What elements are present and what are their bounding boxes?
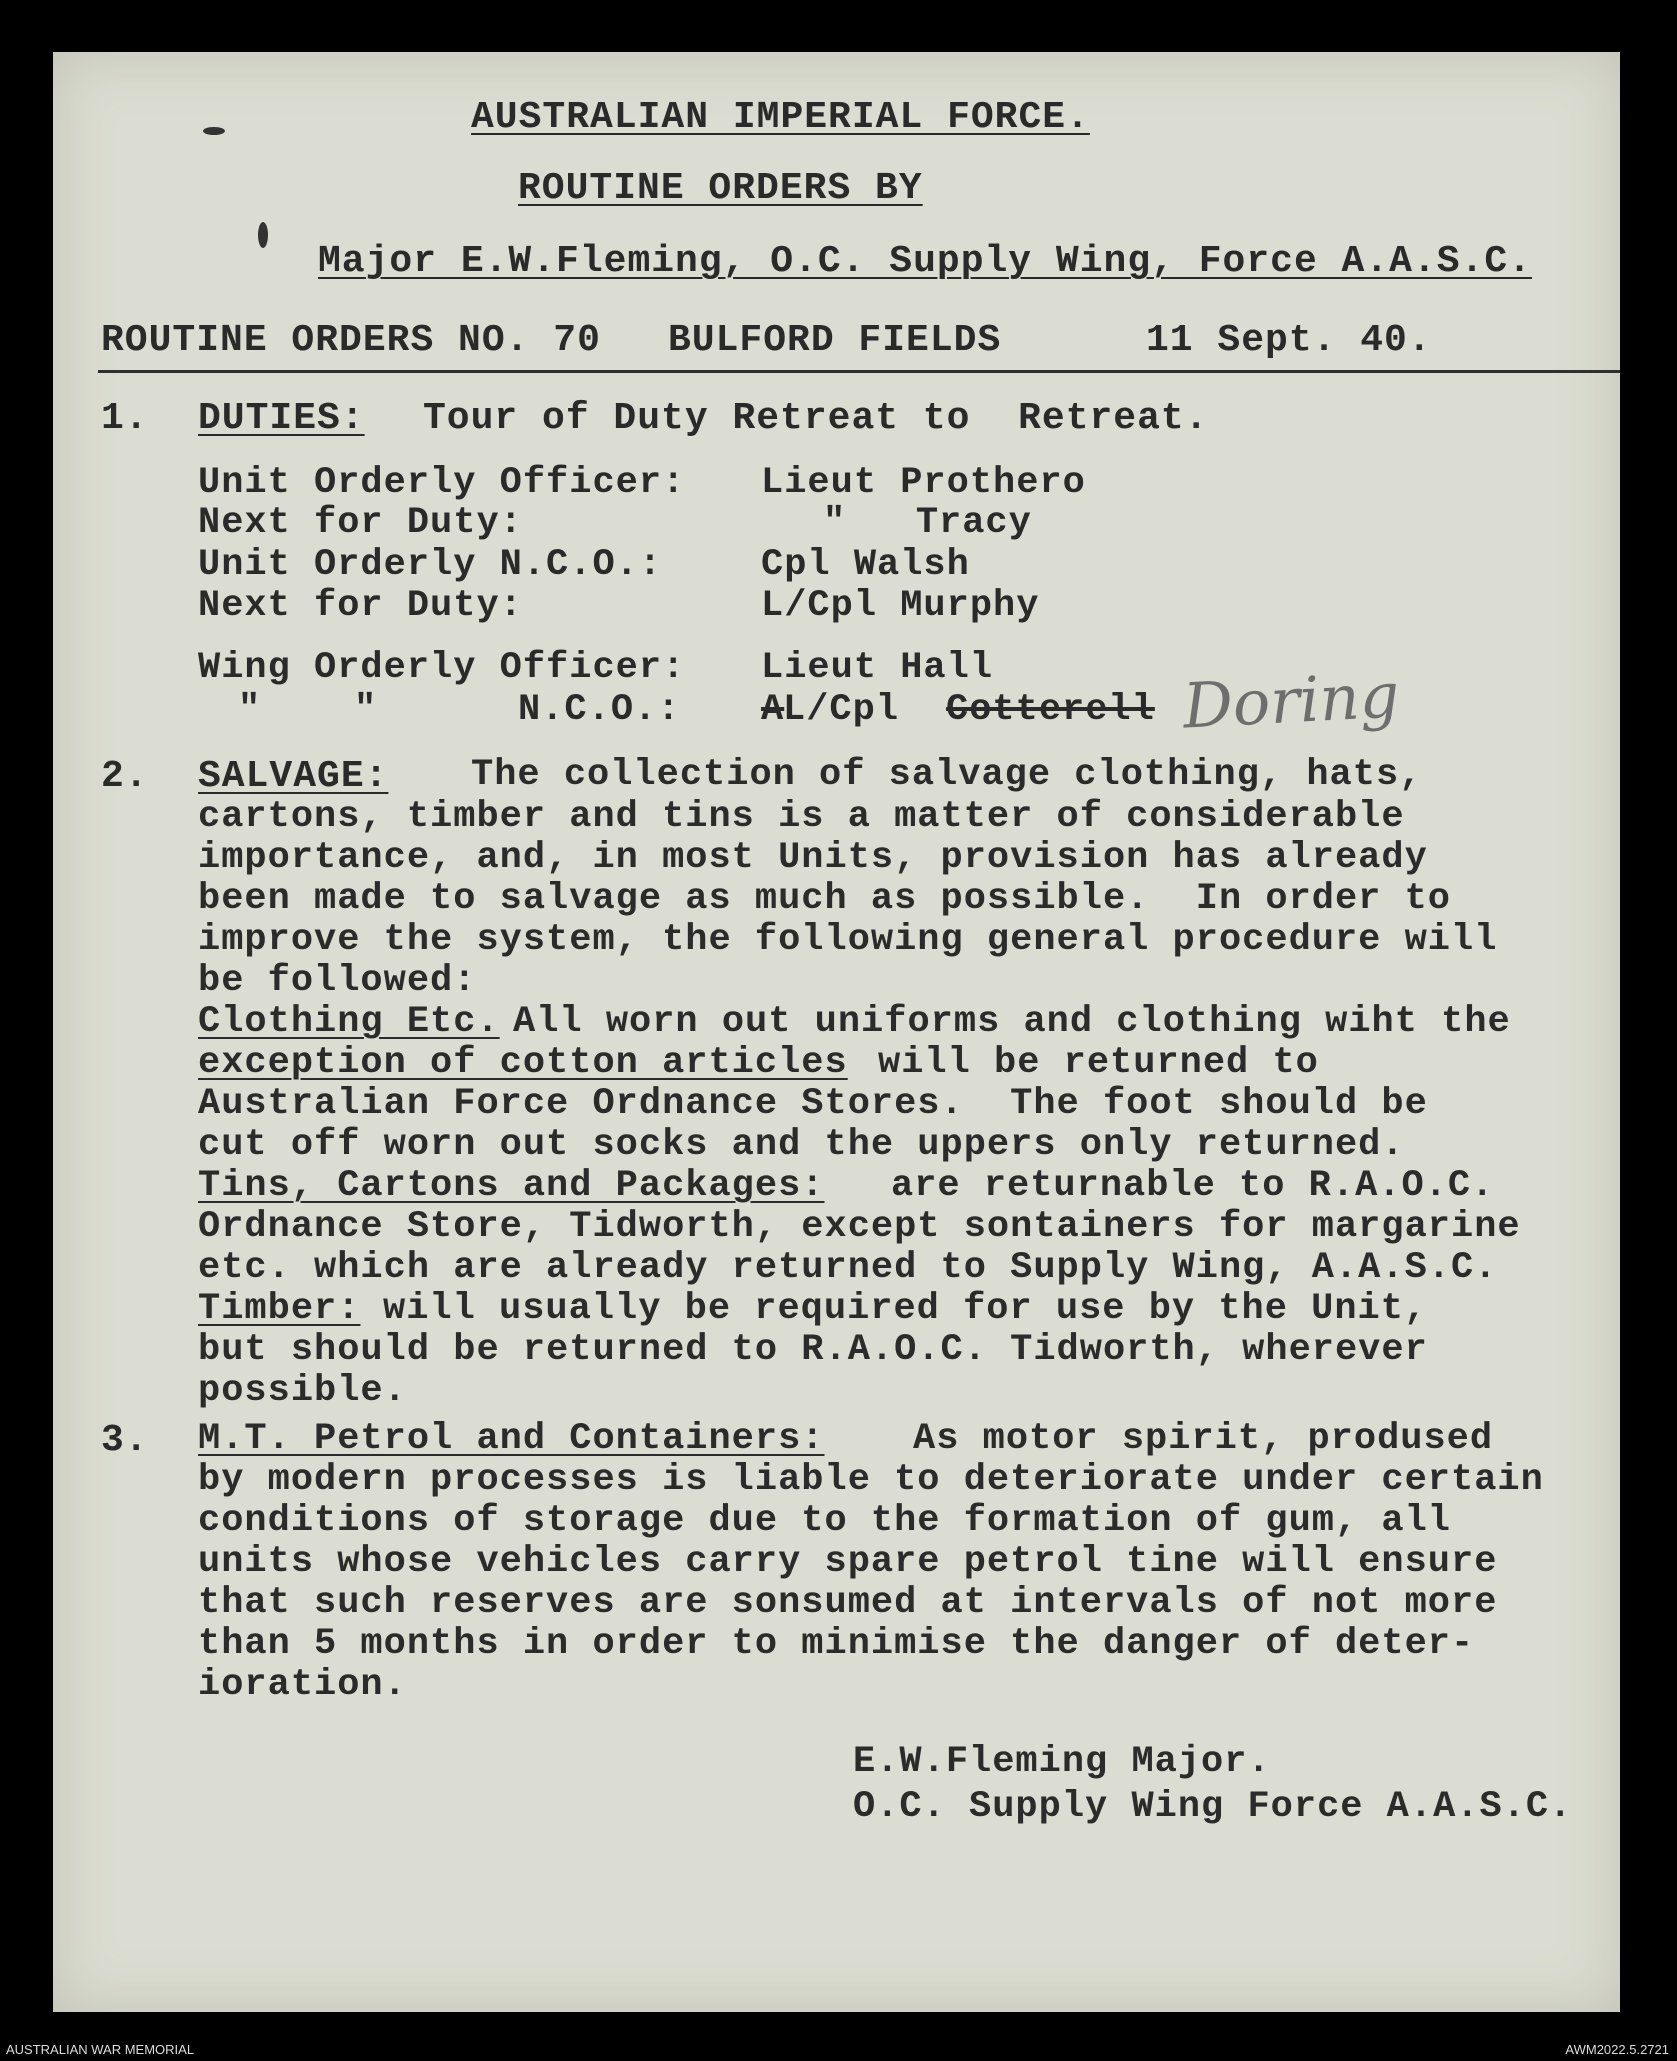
duty-role: Unit Orderly N.C.O.: [198, 544, 663, 586]
orders-location: BULFORD FIELDS [668, 319, 1002, 362]
header-rule [98, 370, 1620, 373]
signature-name: E.W.Fleming Major. [853, 1741, 1271, 1783]
salvage-line: be followed: [198, 960, 477, 1002]
timber-line: possible. [198, 1370, 407, 1412]
salvage-line: The collection of salvage clothing, hats, [471, 754, 1423, 796]
tins-line: Ordnance Store, Tidworth, except sontainers for margarine [198, 1206, 1521, 1248]
ink-stain [203, 127, 225, 135]
footer-left: AUSTRALIAN WAR MEMORIAL [6, 2042, 195, 2057]
section3-heading: M.T. Petrol and Containers: [198, 1418, 825, 1460]
duty-name: Cpl Walsh [761, 544, 970, 586]
salvage-line: cartons, timber and tins is a matter of considerable [198, 796, 1405, 838]
footer-right: AWM2022.5.2721 [1565, 2042, 1669, 2057]
duty-name: L/Cpl Murphy [761, 585, 1040, 627]
section2-number: 2. [101, 755, 149, 798]
orders-number: ROUTINE ORDERS NO. 70 [101, 319, 601, 362]
doc-authority: Major E.W.Fleming, O.C. Supply Wing, Force A.A.S.C. [318, 240, 1532, 283]
duty-name: " Tracy [823, 502, 1032, 544]
duty-role: Next for Duty: [198, 502, 523, 544]
signature-title: O.C. Supply Wing Force A.A.S.C. [853, 1786, 1573, 1828]
duty-role: Next for Duty: [198, 585, 523, 627]
duty-name: Lieut Hall [761, 647, 994, 689]
tins-line: etc. which are already returned to Supply Wing, A.A.S.C. [198, 1247, 1498, 1289]
clothing-line: will be returned to [878, 1042, 1319, 1084]
struck-prefix: A [761, 689, 785, 731]
doc-title: AUSTRALIAN IMPERIAL FORCE. [471, 96, 1090, 139]
duty-name: Lieut Prothero [761, 462, 1086, 504]
timber-line: but should be returned to R.A.O.C. Tidworth, wherever [198, 1329, 1428, 1371]
section2-heading: SALVAGE: [198, 755, 389, 798]
timber-line: will usually be required for use by the Unit, [383, 1288, 1428, 1330]
doc-subtitle: ROUTINE ORDERS BY [518, 167, 923, 210]
orders-date: 11 Sept. 40. [1146, 319, 1432, 362]
petrol-line: ioration. [198, 1664, 407, 1706]
salvage-line: been made to salvage as much as possible. In order to [198, 878, 1451, 920]
document-page [53, 52, 1620, 2012]
clothing-line: exception of cotton articles [198, 1042, 848, 1084]
ink-stain [258, 222, 268, 248]
section1-heading: DUTIES: [198, 397, 365, 440]
nco-role: N.C.O.: [518, 689, 681, 731]
salvage-line: importance, and, in most Units, provision has already [198, 837, 1428, 879]
clothing-line: All worn out uniforms and clothing wiht the [513, 1001, 1511, 1043]
clothing-heading: Clothing Etc. [198, 1001, 500, 1043]
handwritten-name: Doring [1181, 658, 1401, 743]
section1-number: 1. [101, 397, 149, 440]
duty-role: Unit Orderly Officer: [198, 462, 686, 504]
nco-rank: L/Cpl [783, 689, 900, 731]
timber-heading: Timber: [198, 1288, 361, 1330]
petrol-line: than 5 months in order to minimise the danger of deter- [198, 1623, 1475, 1665]
petrol-line: by modern processes is liable to deteriorate under certain [198, 1459, 1544, 1501]
section3-number: 3. [101, 1419, 149, 1462]
ditto-marks: " " [238, 689, 378, 731]
struck-name: Cotterell [946, 689, 1155, 731]
petrol-line: that such reserves are sonsumed at intervals of not more [198, 1582, 1498, 1624]
petrol-line: As motor spirit, prodused [913, 1418, 1494, 1460]
section1-intro: Tour of Duty Retreat to Retreat. [423, 397, 1209, 440]
tins-heading: Tins, Cartons and Packages: [198, 1165, 825, 1207]
clothing-line: cut off worn out socks and the uppers only returned. [198, 1124, 1405, 1166]
duty-role: Wing Orderly Officer: [198, 647, 686, 689]
clothing-line: Australian Force Ordnance Stores. The foot should be [198, 1083, 1428, 1125]
salvage-line: improve the system, the following general procedure will [198, 919, 1498, 961]
tins-line: are returnable to R.A.O.C. [891, 1165, 1495, 1207]
petrol-line: conditions of storage due to the formation of gum, all [198, 1500, 1451, 1542]
petrol-line: units whose vehicles carry spare petrol tine will ensure [198, 1541, 1498, 1583]
